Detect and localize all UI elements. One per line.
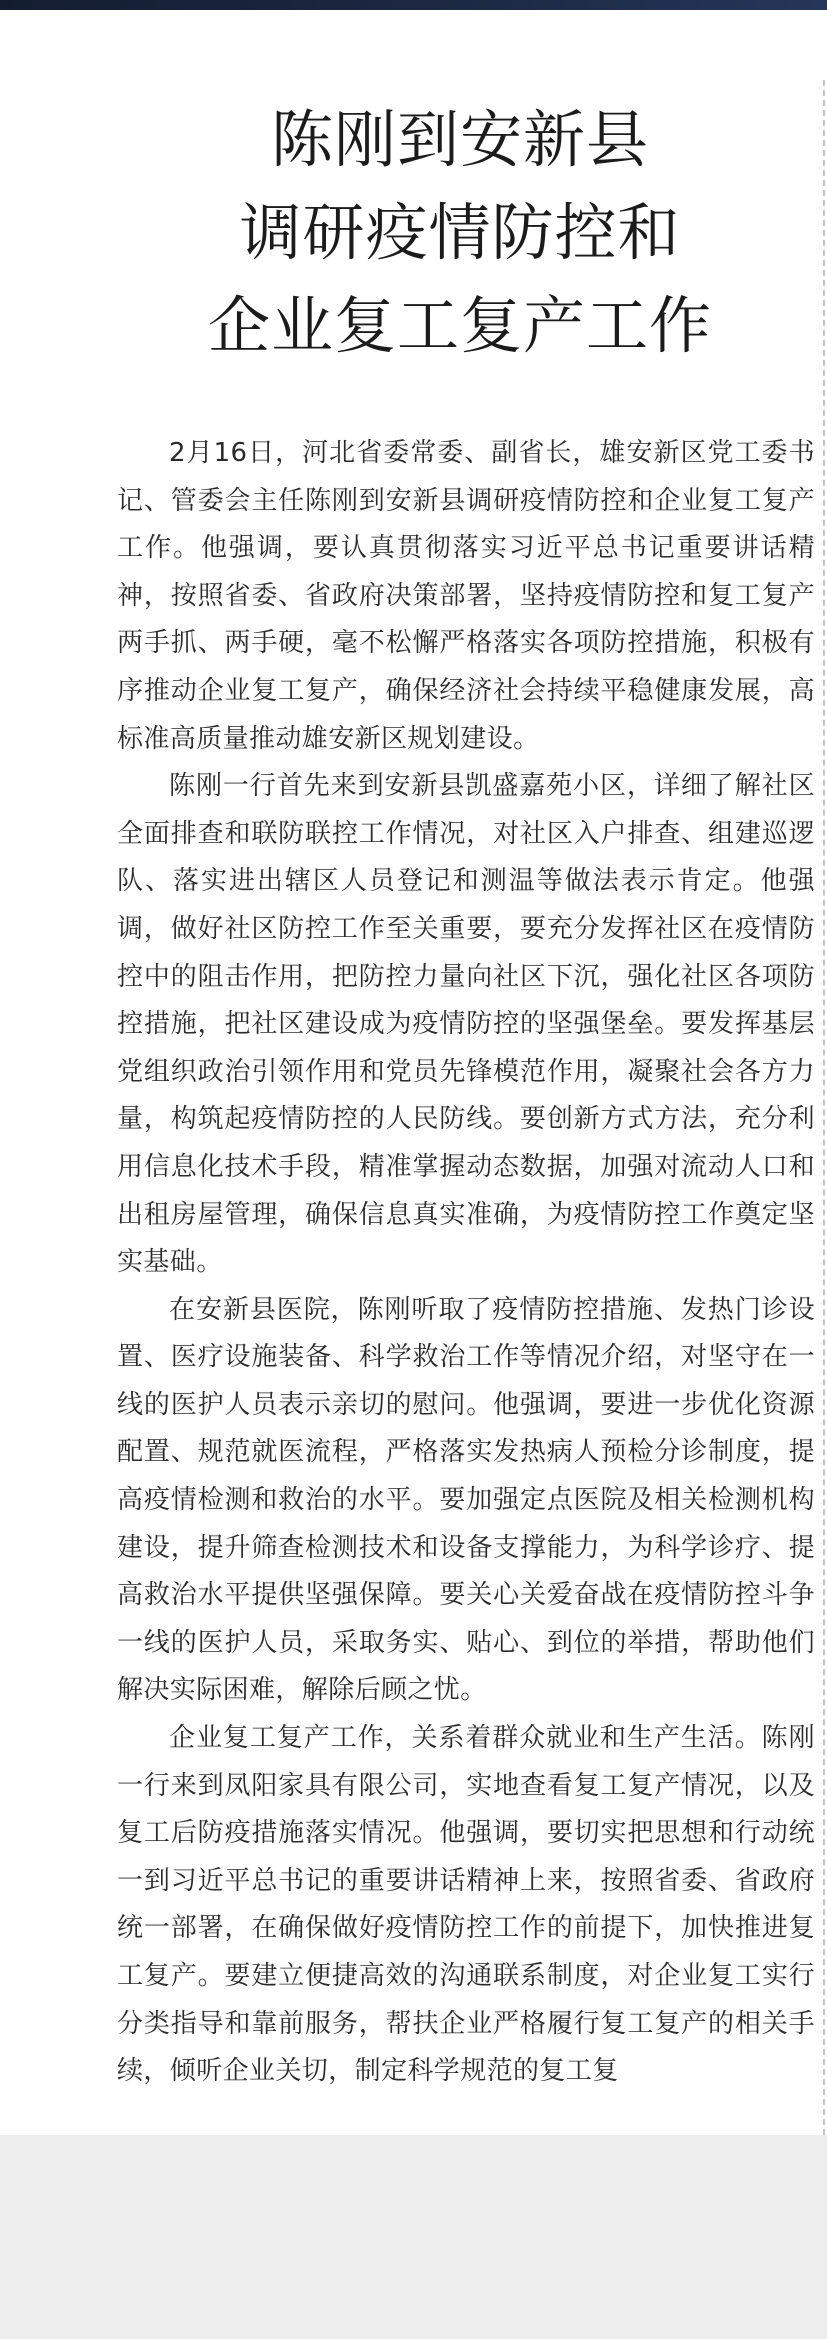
page-edge-dashed-rule xyxy=(823,80,825,2135)
title-line-2: 调研疫情防控和 xyxy=(239,196,681,269)
empty-viewport-area xyxy=(0,2135,827,2339)
top-bar xyxy=(0,0,827,10)
title-line-1: 陈刚到安新县 xyxy=(270,103,649,176)
paragraph-1: 2月16日，河北省委常委、副省长，雄安新区党工委书记、管委会主任陈刚到安新县调研疫情防控和企业复工复产工作。他强调，要认真贯彻落实习近平总书记重要讲话精神，按照省委、省政府决策部署，坚持疫情防控和复工复产两手抓、两手硬，毫不松懈严格落实各项防控措施，积极有序推动企业复工复产，确保经济社会持续平稳健康发展，高标准高质量推动雄安新区规划建设。 xyxy=(117,438,815,754)
title-line-3: 企业复工复产工作 xyxy=(207,289,712,362)
paragraph-4: 企业复工复产工作，关系着群众就业和生产生活。陈刚一行来到凤阳家具有限公司，实地查看复工复产情况，以及复工后防疫措施落实情况。他强调，要切实把思想和行动统一到习近平总书记的重要讲话精神上来，按照省委、省政府统一部署，在确保做好疫情防控工作的前提下，加快推进复工复产。要建立便捷高效的沟通联系制度，对企业复工实行分类指导和靠前服务，帮扶企业严格履行复工复产的相关手续，倾听企业关切，制定科学规范的复工复 xyxy=(117,1723,815,2087)
paragraph-3: 在安新县医院，陈刚听取了疫情防控措施、发热门诊设置、医疗设施装备、科学救治工作等情况介绍，对坚守在一线的医护人员表示亲切的慰问。他强调，要进一步优化资源配置、规范就医流程，严格落实发热病人预检分诊制度，提高疫情检测和救治的水平。要加强定点医院及相关检测机构建设，提升筛查检测技术和设备支撑能力，为科学诊疗、提高救治水平提供坚强保障。要关心关爱奋战在疫情防控斗争一线的医护人员，采取务实、贴心、到位的举措，帮助他们解决实际困难，解除后顾之忧。 xyxy=(117,1294,815,1706)
article-title xyxy=(110,93,810,372)
article-body xyxy=(117,430,815,2096)
paragraph-2: 陈刚一行首先来到安新县凯盛嘉苑小区，详细了解社区全面排查和联防联控工作情况，对社区入户排查、组建巡逻队、落实进出辖区人员登记和测温等做法表示肯定。他强调，做好社区防控工作至关重要，要充分发挥社区在疫情防控中的阻击作用，把防控力量向社区下沉，强化社区各项防控措施，把社区建设成为疫情防控的坚强堡垒。要发挥基层党组织政治引领作用和党员先锋模范作用，凝聚社会各方力量，构筑起疫情防控的人民防线。要创新方式方法，充分利用信息化技术手段，精准掌握动态数据，加强对流动人口和出租房屋管理，确保信息真实准确，为疫情防控工作奠定坚实基础。 xyxy=(117,771,815,1278)
